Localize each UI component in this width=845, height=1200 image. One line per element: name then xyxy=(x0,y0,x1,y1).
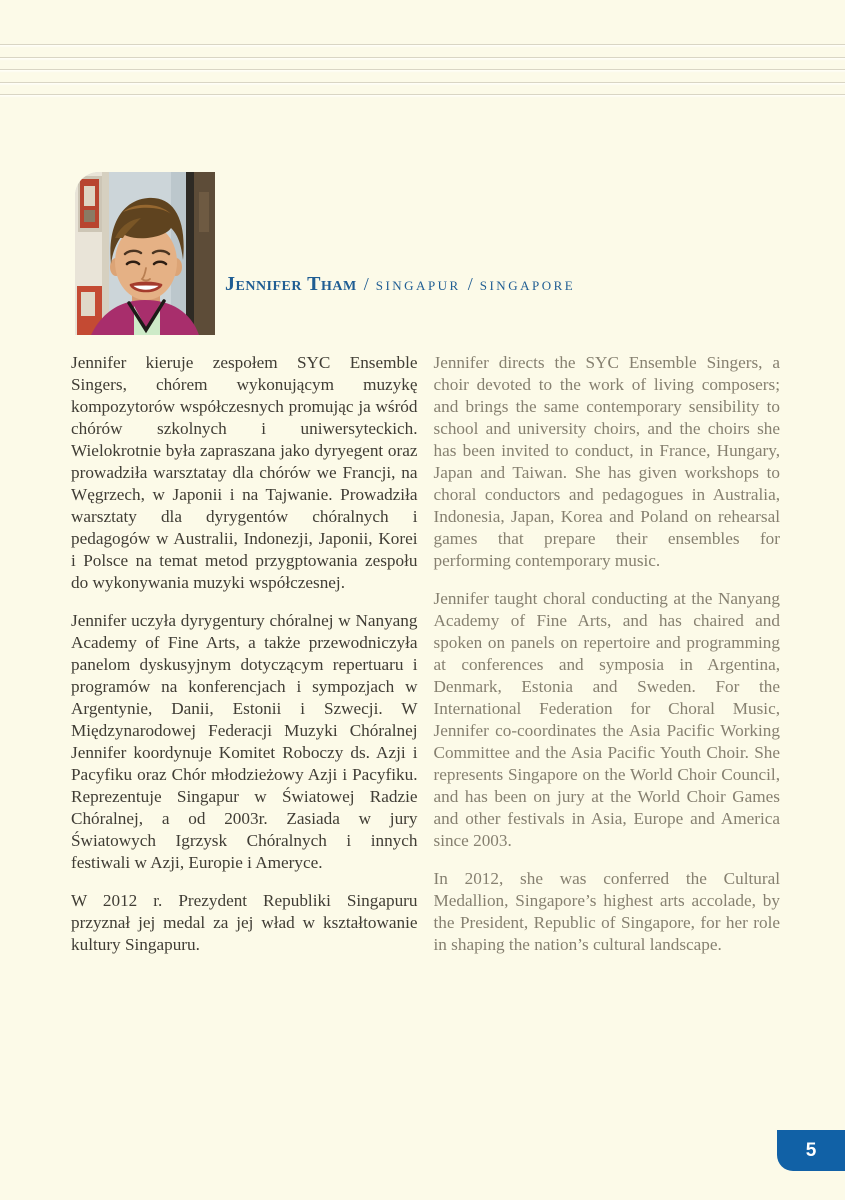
bio-paragraph-pl-1: Jennifer kieruje zespołem SYC Ensemble Singers, chórem wykonującym muzykę kompozytorów współczesnych promując ja wśród chórów szkolnych i uniwersyteckich. Wielokrotnie była zapraszana jako dyryegent oraz prowadziła warsztatay dla chórów we Francji, na Węgrzech, w Japonii i na Tajwanie. Prowadziła warsztaty dla dyrygentów chóralnych i pedagogów w Australii, Indonezji, Japonii, Korei i Polsce na temat metod przygptowania zespołu do wykonywania muzyki współczesnej. xyxy=(71,353,418,592)
bio-paragraph-pl-3: W 2012 r. Prezydent Republiki Singapuru przyznał jej medal za jej wład w kształtowanie kultury Singapuru. xyxy=(71,891,418,954)
staff-line xyxy=(0,82,845,83)
page-number-tab xyxy=(777,1130,845,1171)
portrait-photo xyxy=(75,172,215,335)
person-name: Jennifer Tham xyxy=(225,273,357,295)
staff-line xyxy=(0,94,845,95)
bio-column-english xyxy=(434,352,781,972)
separator-slash: / xyxy=(467,274,473,294)
bio-columns xyxy=(71,352,780,972)
country-english: singapore xyxy=(479,274,576,294)
bio-paragraph-en-1: Jennifer directs the SYC Ensemble Singers, a choir devoted to the work of living composers; and brings the same contemporary sensibility to school and university choirs, and the choirs she has been invited to conduct, in France, Hungary, Japan and Taiwan. She has given workshops to choral conductors and pedagogues in Australia, Indonesia, Japan, Korea and Poland on rehearsal games that prepare their ensembles for performing contemporary music. xyxy=(433,353,780,570)
bio-paragraph-en-2: Jennifer taught choral conducting at the Nanyang Academy of Fine Arts, and has chaired and spoken on panels on repertoire and programming at conferences and symposia in Argentina, Denmark, Estonia and Sweden. For the International Federation for Choral Music, Jennifer co-coordinates the Asia Pacific Working Committee and the Asia Pacific Youth Choir. She represents Singapore on the World Choir Council, and has been on jury at the World Choir Games and other festivals in Asia, Europe and America since 2003. xyxy=(433,589,780,850)
bio-paragraph-en-3: In 2012, she was conferred the Cultural Medallion, Singapore’s highest arts accolade, by the President, Republic of Singapore, for her role in shaping the nation’s cultural landscape. xyxy=(433,869,780,954)
staff-lines-decoration xyxy=(0,0,845,110)
staff-line xyxy=(0,44,845,45)
separator-slash: / xyxy=(363,274,369,294)
bio-paragraph-pl-2: Jennifer uczyła dyrygentury chóralnej w Nanyang Academy of Fine Arts, a także przewodniczyła panelom dyskusyjnym dotyczącym repertuaru i programów na konferencjach i sympozjach w Argentynie, Danii, Estonii i Szwecji. W Międzynarodowej Federacji Muzyki Chóralnej Jennifer koordynuje Komitet Roboczy ds. Azji i Pacyfiku oraz Chór młodzieżowy Azji i Pacyfiku. Reprezentuje Singapur w Światowej Radzie Chóralnej, a od 2003r. Zasiada w jury Światowych Igrzysk Chóralnych i innych festiwali w Azji, Europie i Ameryce. xyxy=(71,611,418,872)
staff-line xyxy=(0,69,845,70)
page-number: 5 xyxy=(805,1139,817,1161)
page-title xyxy=(225,273,575,296)
staff-line xyxy=(0,57,845,58)
country-polish: singapur xyxy=(375,274,461,294)
bio-column-polish xyxy=(71,352,418,972)
